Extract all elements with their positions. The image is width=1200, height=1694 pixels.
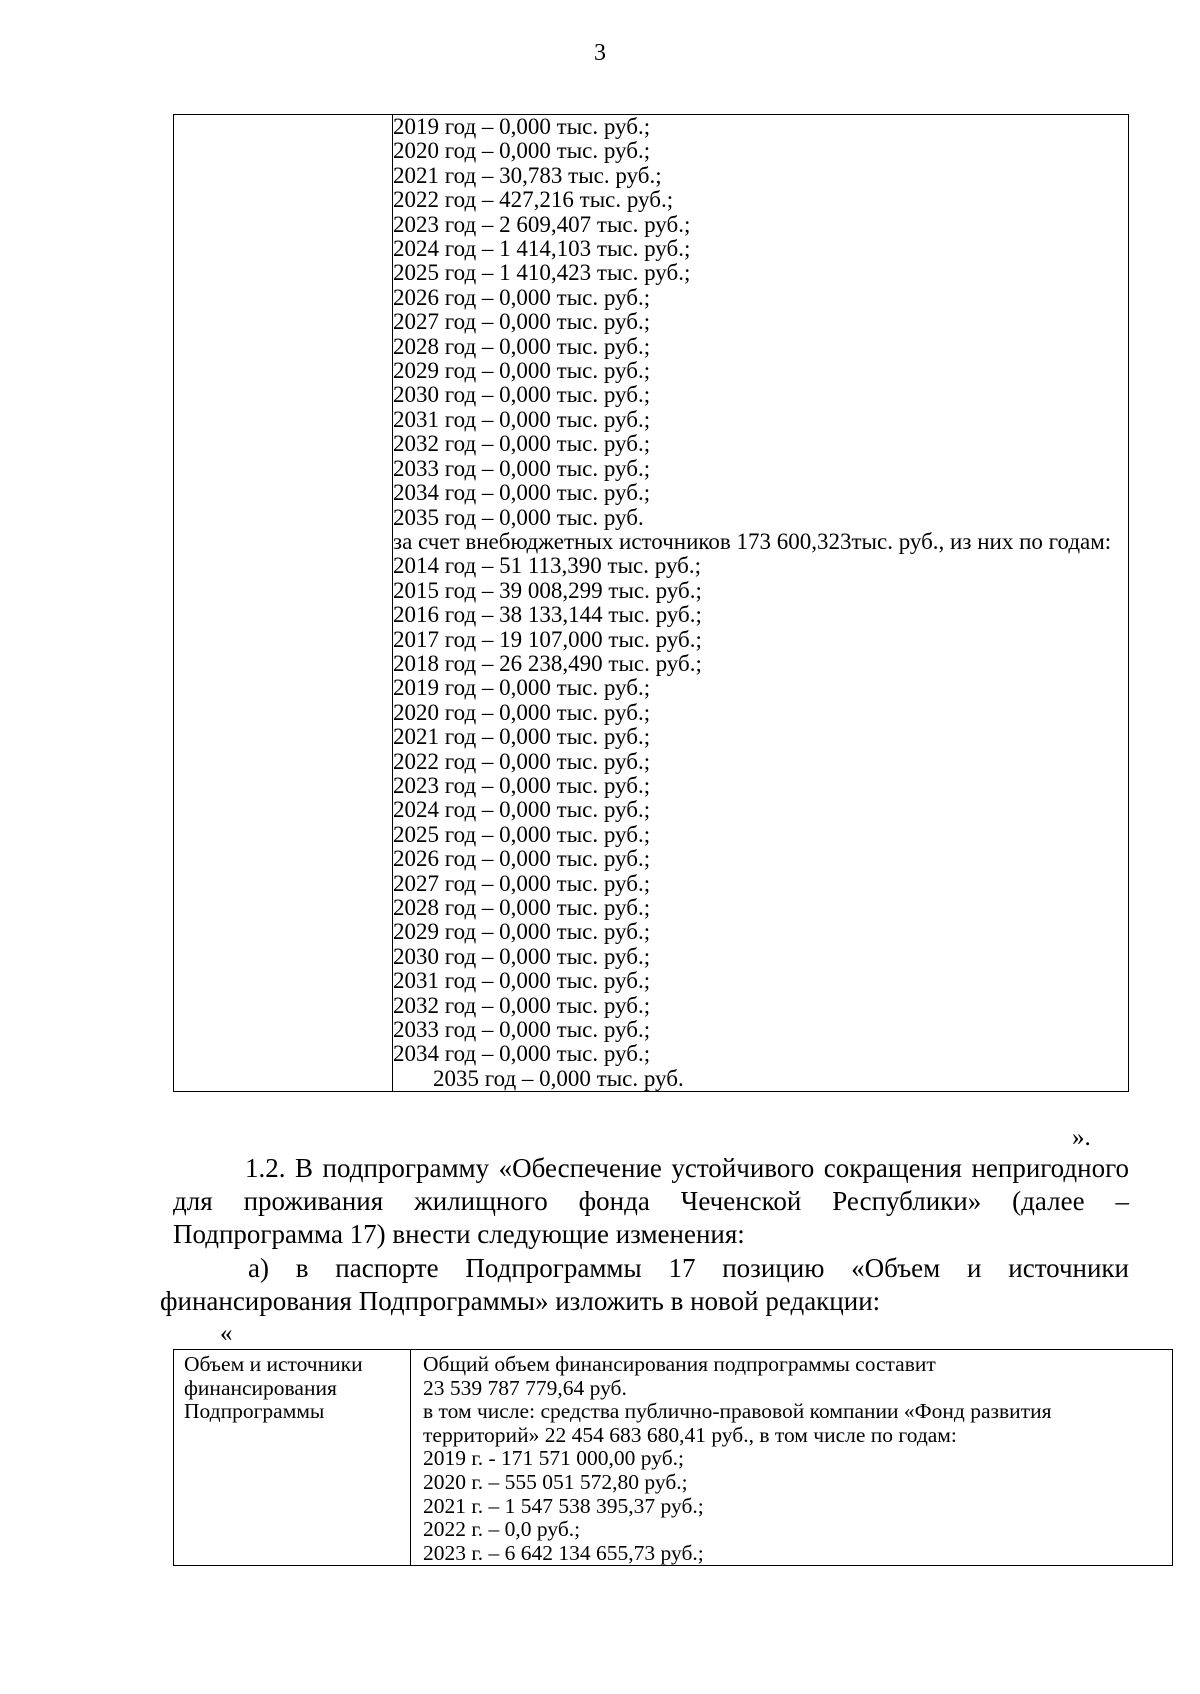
passport-line: 2022 г. – 0,0 руб.; xyxy=(423,1517,581,1542)
budget-line: 2025 год – 0,000 тыс. руб.; xyxy=(393,821,651,847)
budget-line: 2033 год – 0,000 тыс. руб.; xyxy=(393,455,651,481)
budget-line: 2026 год – 0,000 тыс. руб.; xyxy=(393,846,651,872)
paragraph-amendment-intro: 1.2. В подпрограмму «Обеспечение устойчивого сокращения непригодного для проживания жилищного фонда Чеченской Республики» (далее – Подпрограмма 17) внести следующие изменения: xyxy=(173,1153,1129,1249)
budget-line: 2030 год – 0,000 тыс. руб.; xyxy=(393,382,651,408)
budget-line: 2022 год – 0,000 тыс. руб.; xyxy=(393,748,651,774)
passport-line: 2020 г. – 555 051 572,80 руб.; xyxy=(423,1469,688,1494)
budget-line: 2028 год – 0,000 тыс. руб.; xyxy=(393,333,651,359)
closing-quote: ». xyxy=(1072,1124,1091,1151)
budget-line: 2023 год – 0,000 тыс. руб.; xyxy=(393,772,651,798)
passport-values-cell xyxy=(411,1350,1173,1566)
paragraph-passport-change: а) в паспорте Подпрограммы 17 позицию «Объем и источники финансирования Подпрограммы» изложить в новой редакции: xyxy=(160,1253,1129,1316)
budget-line: 2019 год – 0,000 тыс. руб.; xyxy=(393,675,651,701)
passport-label-cell: Объем и источники финансирования Подпрограммы xyxy=(174,1350,411,1566)
budget-table-values-cell xyxy=(393,115,1129,1092)
budget-line: 2015 год – 39 008,299 тыс. руб.; xyxy=(393,577,702,603)
passport-table-row xyxy=(174,1350,1173,1566)
passport-line: 2019 г. - 171 571 000,00 руб.; xyxy=(423,1446,685,1471)
budget-line: 2035 год – 0,000 тыс. руб. xyxy=(393,504,644,530)
budget-line: 2029 год – 0,000 тыс. руб.; xyxy=(393,919,651,945)
budget-line: 2024 год – 1 414,103 тыс. руб.; xyxy=(393,236,691,262)
budget-line: 2020 год – 0,000 тыс. руб.; xyxy=(393,138,651,164)
budget-line: 2029 год – 0,000 тыс. руб.; xyxy=(393,358,651,384)
budget-line: 2024 год – 0,000 тыс. руб.; xyxy=(393,797,651,823)
budget-line: 2034 год – 0,000 тыс. руб.; xyxy=(393,1041,651,1067)
budget-line: 2023 год – 2 609,407 тыс. руб.; xyxy=(393,211,691,237)
passport-line: 23 539 787 779,64 руб. xyxy=(423,1375,627,1400)
budget-line: 2021 год – 0,000 тыс. руб.; xyxy=(393,724,651,750)
budget-table xyxy=(173,114,1129,1092)
budget-line: 2016 год – 38 133,144 тыс. руб.; xyxy=(393,602,702,628)
budget-line: 2019 год – 0,000 тыс. руб.; xyxy=(393,114,651,139)
budget-line: 2014 год – 51 113,390 тыс. руб.; xyxy=(393,553,701,579)
budget-line: 2031 год – 0,000 тыс. руб.; xyxy=(393,968,651,994)
budget-line: за счет внебюджетных источников 173 600,323тыс. руб., из них по годам: xyxy=(393,528,1112,554)
budget-line: 2020 год – 0,000 тыс. руб.; xyxy=(393,699,651,725)
budget-line: 2028 год – 0,000 тыс. руб.; xyxy=(393,895,651,920)
budget-line: 2034 год – 0,000 тыс. руб.; xyxy=(393,480,651,506)
budget-line: 2031 год – 0,000 тыс. руб.; xyxy=(393,406,651,432)
budget-line: 2035 год – 0,000 тыс. руб. xyxy=(433,1065,684,1091)
budget-table-row xyxy=(174,115,1129,1092)
budget-line: 2027 год – 0,000 тыс. руб.; xyxy=(393,309,651,335)
passport-line: 2023 г. – 6 642 134 655,73 руб.; xyxy=(423,1540,704,1565)
budget-line: 2032 год – 0,000 тыс. руб.; xyxy=(393,431,651,457)
budget-line: 2027 год – 0,000 тыс. руб.; xyxy=(393,870,651,896)
passport-table xyxy=(173,1349,1173,1566)
budget-line: 2033 год – 0,000 тыс. руб.; xyxy=(393,1017,651,1043)
budget-table-label-cell xyxy=(174,115,393,1092)
page-number: 3 xyxy=(594,40,606,66)
opening-quote: « xyxy=(220,1320,233,1347)
passport-line: 2021 г. – 1 547 538 395,37 руб.; xyxy=(423,1493,704,1518)
budget-line: 2021 год – 30,783 тыс. руб.; xyxy=(393,162,662,188)
budget-line: 2022 год – 427,216 тыс. руб.; xyxy=(393,187,674,213)
budget-line: 2017 год – 19 107,000 тыс. руб.; xyxy=(393,626,702,652)
passport-line: в том числе: средства публично-правовой компании «Фонд развития территорий» 22 454 683 680,41 руб., в том числе по годам: xyxy=(423,1399,1052,1447)
budget-line: 2032 год – 0,000 тыс. руб.; xyxy=(393,992,651,1018)
budget-line: 2018 год – 26 238,490 тыс. руб.; xyxy=(393,650,702,676)
budget-line: 2025 год – 1 410,423 тыс. руб.; xyxy=(393,260,691,286)
budget-line: 2030 год – 0,000 тыс. руб.; xyxy=(393,943,651,969)
budget-line: 2026 год – 0,000 тыс. руб.; xyxy=(393,284,651,310)
passport-line: Общий объем финансирования подпрограммы составит xyxy=(423,1352,936,1376)
